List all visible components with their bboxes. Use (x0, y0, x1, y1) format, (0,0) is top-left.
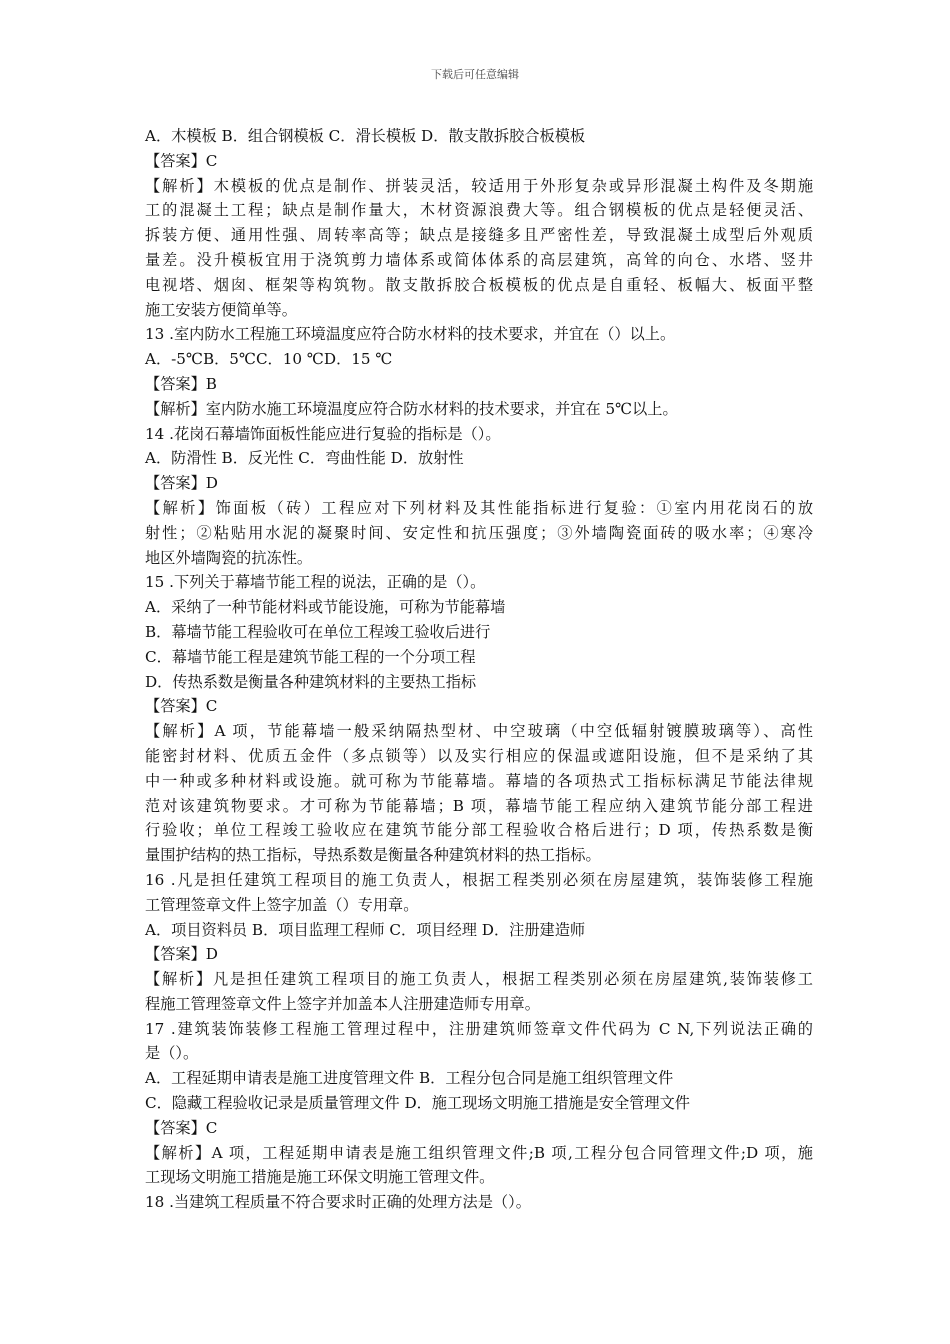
text-line: 【答案】D (145, 474, 218, 493)
text-line: 工管理签章文件上签字加盖（）专用章。 (145, 895, 419, 914)
text-line: 【答案】C (145, 151, 218, 170)
text-line: 范对该建筑物要求。才可称为节能幕墙；B 项，幕墙节能工程应纳入建筑节能分部工程进 (145, 796, 813, 815)
text-line: 施工安装方便简单等。 (145, 300, 297, 319)
text-line: A．项目资料员 B．项目监理工程师 C．项目经理 D．注册建造师 (145, 920, 586, 939)
text-line: A．防滑性 B．反光性 C．弯曲性能 D．放射性 (145, 449, 464, 468)
text-line: 【解析】A 项，工程延期申请表是施工组织管理文件;B 项,工程分包合同管理文件;D 项，施 (145, 1143, 813, 1162)
text-line: C．隐藏工程验收记录是质量管理文件 D．施工现场文明施工措施是安全管理文件 (145, 1094, 690, 1113)
text-line: 【解析】室内防水施工环境温度应符合防水材料的技术要求，并宜在 5℃以上。 (145, 399, 678, 418)
text-line: 【解析】A 项，节能幕墙一般采纳隔热型材、中空玻璃（中空低辐射镀膜玻璃等）、高性 (145, 722, 813, 741)
text-line: 行验收；单位工程竣工验收应在建筑节能分部工程验收合格后进行；D 项，传热系数是衡 (145, 821, 813, 840)
text-line: 【解析】凡是担任建筑工程项目的施工负责人，根据工程类别必须在房屋建筑,装饰装修工 (145, 970, 813, 989)
text-line: 电视塔、烟囱、框架等构筑物。散支散拆胶合板模板的优点是自重轻、板幅大、板面平整 (145, 275, 813, 294)
text-line: 【答案】C (145, 1118, 218, 1137)
text-line: A．工程延期申请表是施工进度管理文件 B．工程分包合同是施工组织管理文件 (145, 1069, 674, 1088)
text-line: 【答案】B (145, 374, 217, 393)
text-line: 程施工管理签章文件上签字并加盖本人注册建造师专用章。 (145, 994, 540, 1013)
text-line: 【解析】饰面板（砖）工程应对下列材料及其性能指标进行复验：①室内用花岗石的放 (145, 498, 813, 517)
text-line: D．传热系数是衡量各种建筑材料的主要热工指标 (145, 672, 477, 691)
page-header: 下载后可任意编辑 (431, 68, 519, 81)
text-line: 14 .花岗石幕墙饰面板性能应进行复验的指标是（）。 (145, 424, 501, 443)
text-line: 能密封材料、优质五金件（多点锁等）以及实行相应的保温或遮阳设施，但不是采纳了其 (145, 746, 813, 765)
text-line: 工现场文明施工措施是施工环保文明施工管理文件。 (145, 1168, 495, 1187)
text-line: 中一种或多种材料或设施。就可称为节能幕墙。幕墙的各项热式工指标标满足节能法律规 (145, 771, 813, 790)
text-line: 【答案】D (145, 945, 218, 964)
text-line: 地区外墙陶瓷的抗冻性。 (145, 548, 313, 567)
text-line: 是（）。 (145, 1044, 199, 1063)
text-line: 拆装方便、通用性强、周转率高等；缺点是接缝多且严密性差，导致混凝土成型后外观质 (145, 226, 813, 245)
text-line: B．幕墙节能工程验收可在单位工程竣工验收后进行 (145, 622, 491, 641)
text-line: 13 .室内防水工程施工环境温度应符合防水材料的技术要求，并宜在（）以上。 (145, 325, 676, 344)
text-line: 射性；②粘贴用水泥的凝聚时间、安定性和抗压强度；③外墙陶瓷面砖的吸水率；④寒冷 (145, 523, 813, 542)
text-line: A．-5℃B．5℃C．10 ℃D．15 ℃ (145, 350, 393, 369)
text-line: 工的混凝土工程；缺点是制作量大，木材资源浪费大等。组合钢模板的优点是轻便灵活、 (145, 201, 813, 220)
text-line: A．采纳了一种节能材料或节能设施，可称为节能幕墙 (145, 598, 506, 617)
text-line: 量差。没升模板宜用于浇筑剪力墙体系或简体体系的高层建筑，高耸的向仓、水塔、竖井 (145, 250, 813, 269)
text-line: C．幕墙节能工程是建筑节能工程的一个分项工程 (145, 647, 476, 666)
text-line: 量围护结构的热工指标，导热系数是衡量各种建筑材料的热工指标。 (145, 846, 601, 865)
text-line: 【答案】C (145, 697, 218, 716)
text-line: 15 .下列关于幕墙节能工程的说法，正确的是（）。 (145, 573, 486, 592)
text-line: 17 .建筑装饰装修工程施工管理过程中，注册建筑师签章文件代码为 C N,下列说法正确的 (145, 1019, 813, 1038)
text-line: 【解析】木模板的优点是制作、拼装灵活，较适用于外形复杂或异形混凝土构件及冬期施 (145, 176, 813, 195)
text-line: 18 .当建筑工程质量不符合要求时正确的处理方法是（）。 (145, 1193, 531, 1212)
text-line: 16 .凡是担任建筑工程项目的施工负责人，根据工程类别必须在房屋建筑，装饰装修工程施 (145, 870, 813, 889)
text-line: A．木模板 B．组合钢模板 C．滑长模板 D．散支散拆胶合板模板 (145, 127, 586, 145)
document-body (145, 124, 813, 1215)
